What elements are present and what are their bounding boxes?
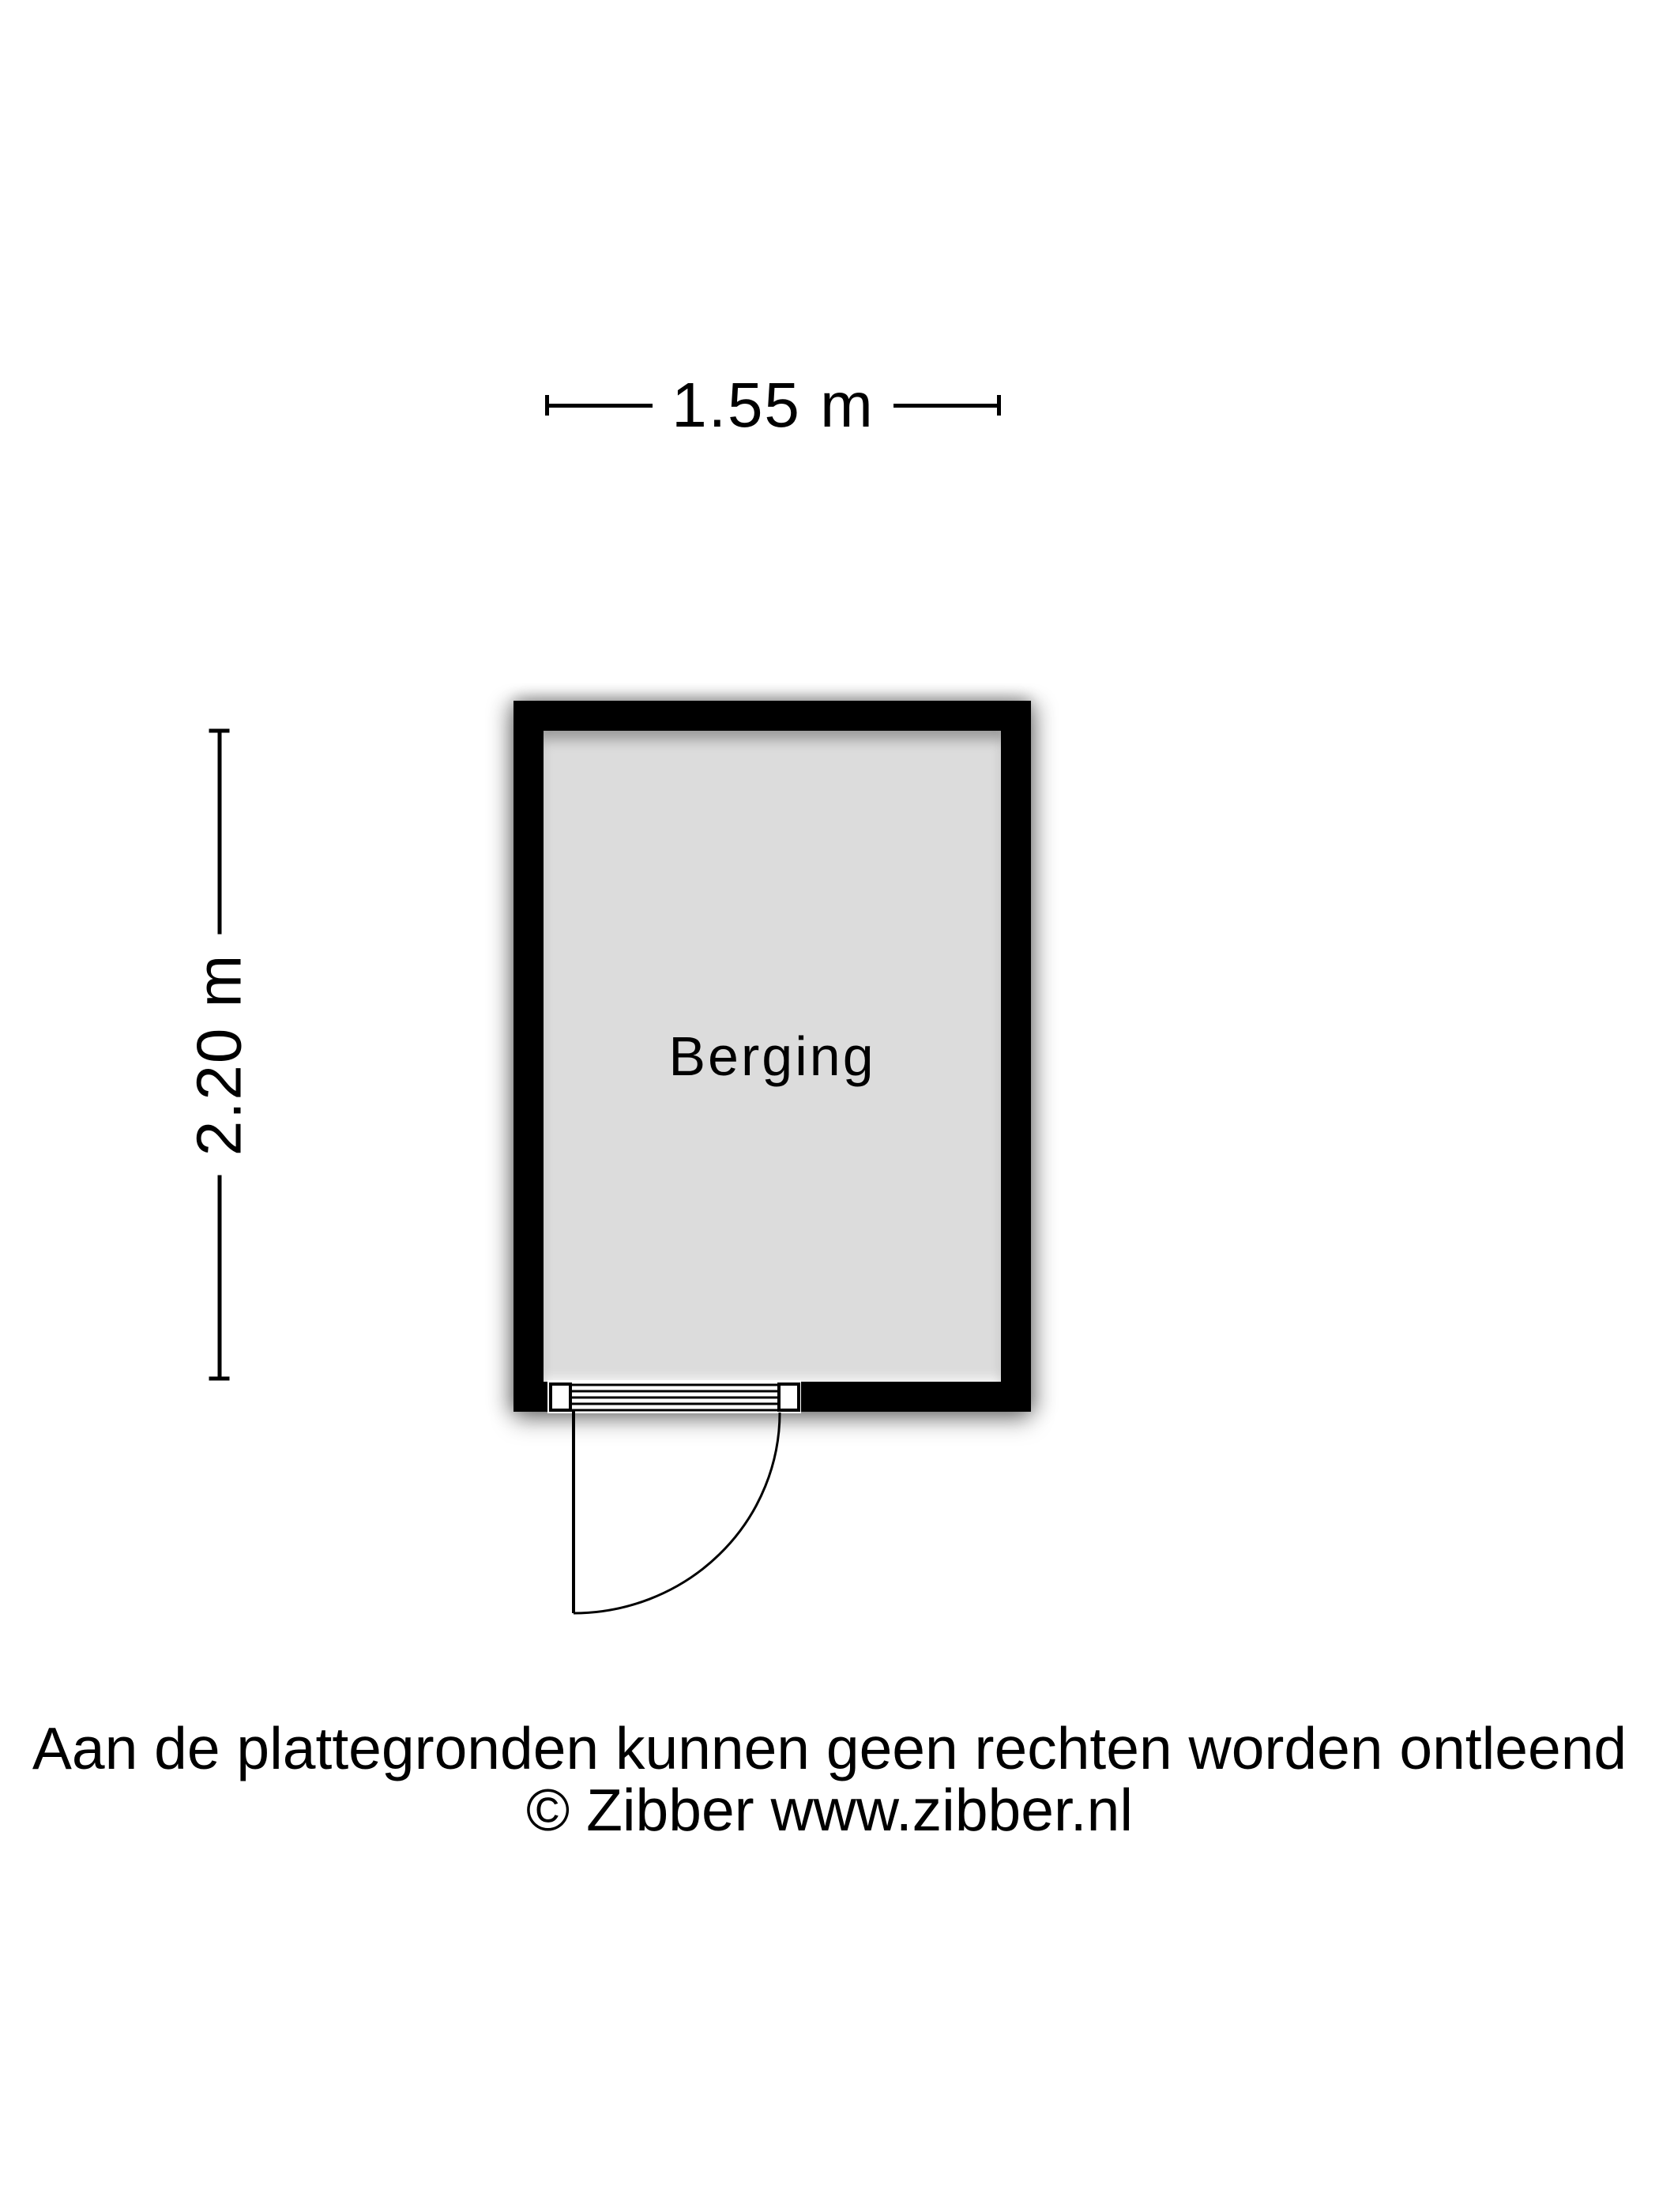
door-jamb-left [551,1384,570,1410]
footer-copyright: © Zibber www.zibber.nl [525,1777,1134,1843]
height-dimension-label: 2.20 m [183,953,254,1157]
footer-disclaimer: Aan de plattegronden kunnen geen rechten worden ontleend [32,1715,1627,1781]
footer [0,1717,1659,1841]
room-label: Berging [668,1025,876,1087]
door-jamb-right [779,1384,799,1410]
width-dimension-label: 1.55 m [672,370,875,440]
door-swing-arc [574,1413,780,1613]
